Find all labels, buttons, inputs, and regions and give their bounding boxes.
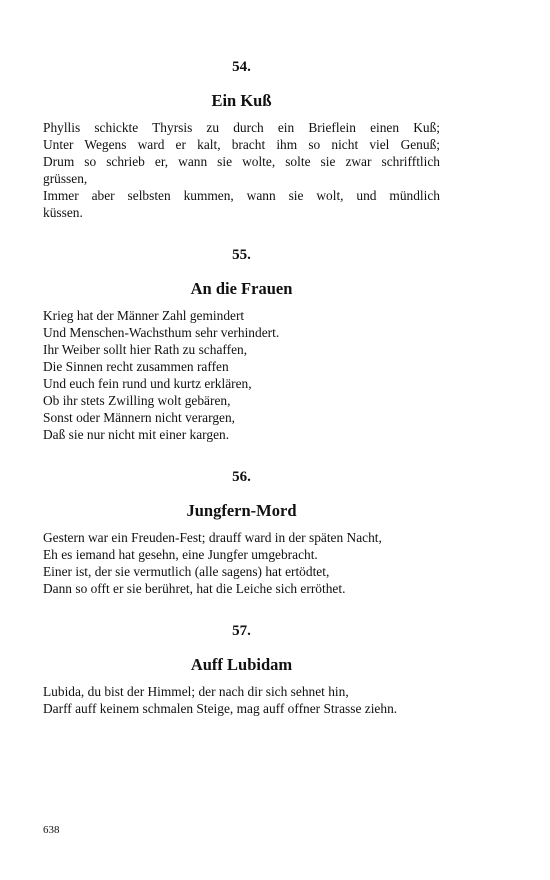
poem-54 [43, 58, 440, 221]
poem-title: An die Frauen [190, 279, 293, 298]
poem-line: Einer ist, der sie vermutlich (alle sagens) hat ertödtet, [43, 564, 330, 579]
poem-line: Und Menschen-Wachsthum sehr verhindert. [43, 325, 280, 340]
poem-line: Krieg hat der Männer Zahl gemindert [43, 308, 245, 323]
poem-line: Und euch fein rund und kurtz erklären, [43, 376, 252, 391]
poem-line: Immer aber selbsten kummen, wann sie wolt, und mündlich [43, 188, 440, 203]
poem-line: Phyllis schickte Thyrsis zu durch ein Brieflein einen Kuß; [43, 120, 440, 135]
poem-line: Lubida, du bist der Himmel; der nach dir sich sehnet hin, [43, 684, 349, 699]
poem-line: Gestern war ein Freuden-Fest; drauff ward in der späten Nacht, [43, 530, 382, 545]
poem-line: grüssen, [43, 171, 88, 186]
poem-line: Unter Wegens ward er kalt, bracht ihm so nicht viel Genuß; [43, 137, 440, 152]
page-number: 638 [43, 824, 60, 836]
poem-line: Drum so schrieb er, wann sie wolte, solte sie zwar schrifftlich [43, 154, 440, 169]
poem-line: Sonst oder Männern nicht verargen, [43, 410, 236, 425]
poem-line: Die Sinnen recht zusammen raffen [43, 359, 229, 374]
poem-number: 57. [232, 623, 251, 639]
poem-line: Eh es iemand hat gesehn, eine Jungfer umgebracht. [43, 547, 318, 562]
poem-57 [43, 622, 440, 717]
poem-number: 55. [232, 247, 251, 263]
poem-number: 54. [232, 59, 251, 75]
poem-title: Jungfern-Mord [186, 501, 297, 520]
poem-number: 56. [232, 469, 251, 485]
poem-line: Ihr Weiber sollt hier Rath zu schaffen, [43, 342, 248, 357]
poem-56 [43, 468, 440, 597]
poem-line: küssen. [43, 205, 83, 220]
poem-line: Daß sie nur nicht mit einer kargen. [43, 427, 230, 442]
page-body [43, 58, 440, 717]
poem-55 [43, 246, 440, 443]
poem-title: Auff Lubidam [190, 655, 293, 674]
poem-line: Ob ihr stets Zwilling wolt gebären, [43, 393, 231, 408]
poem-line: Darff auff keinem schmalen Steige, mag auff offner Strasse ziehn. [43, 701, 398, 716]
poem-title: Ein Kuß [211, 91, 272, 110]
poem-line: Dann so offt er sie berühret, hat die Leiche sich erröthet. [43, 581, 346, 596]
